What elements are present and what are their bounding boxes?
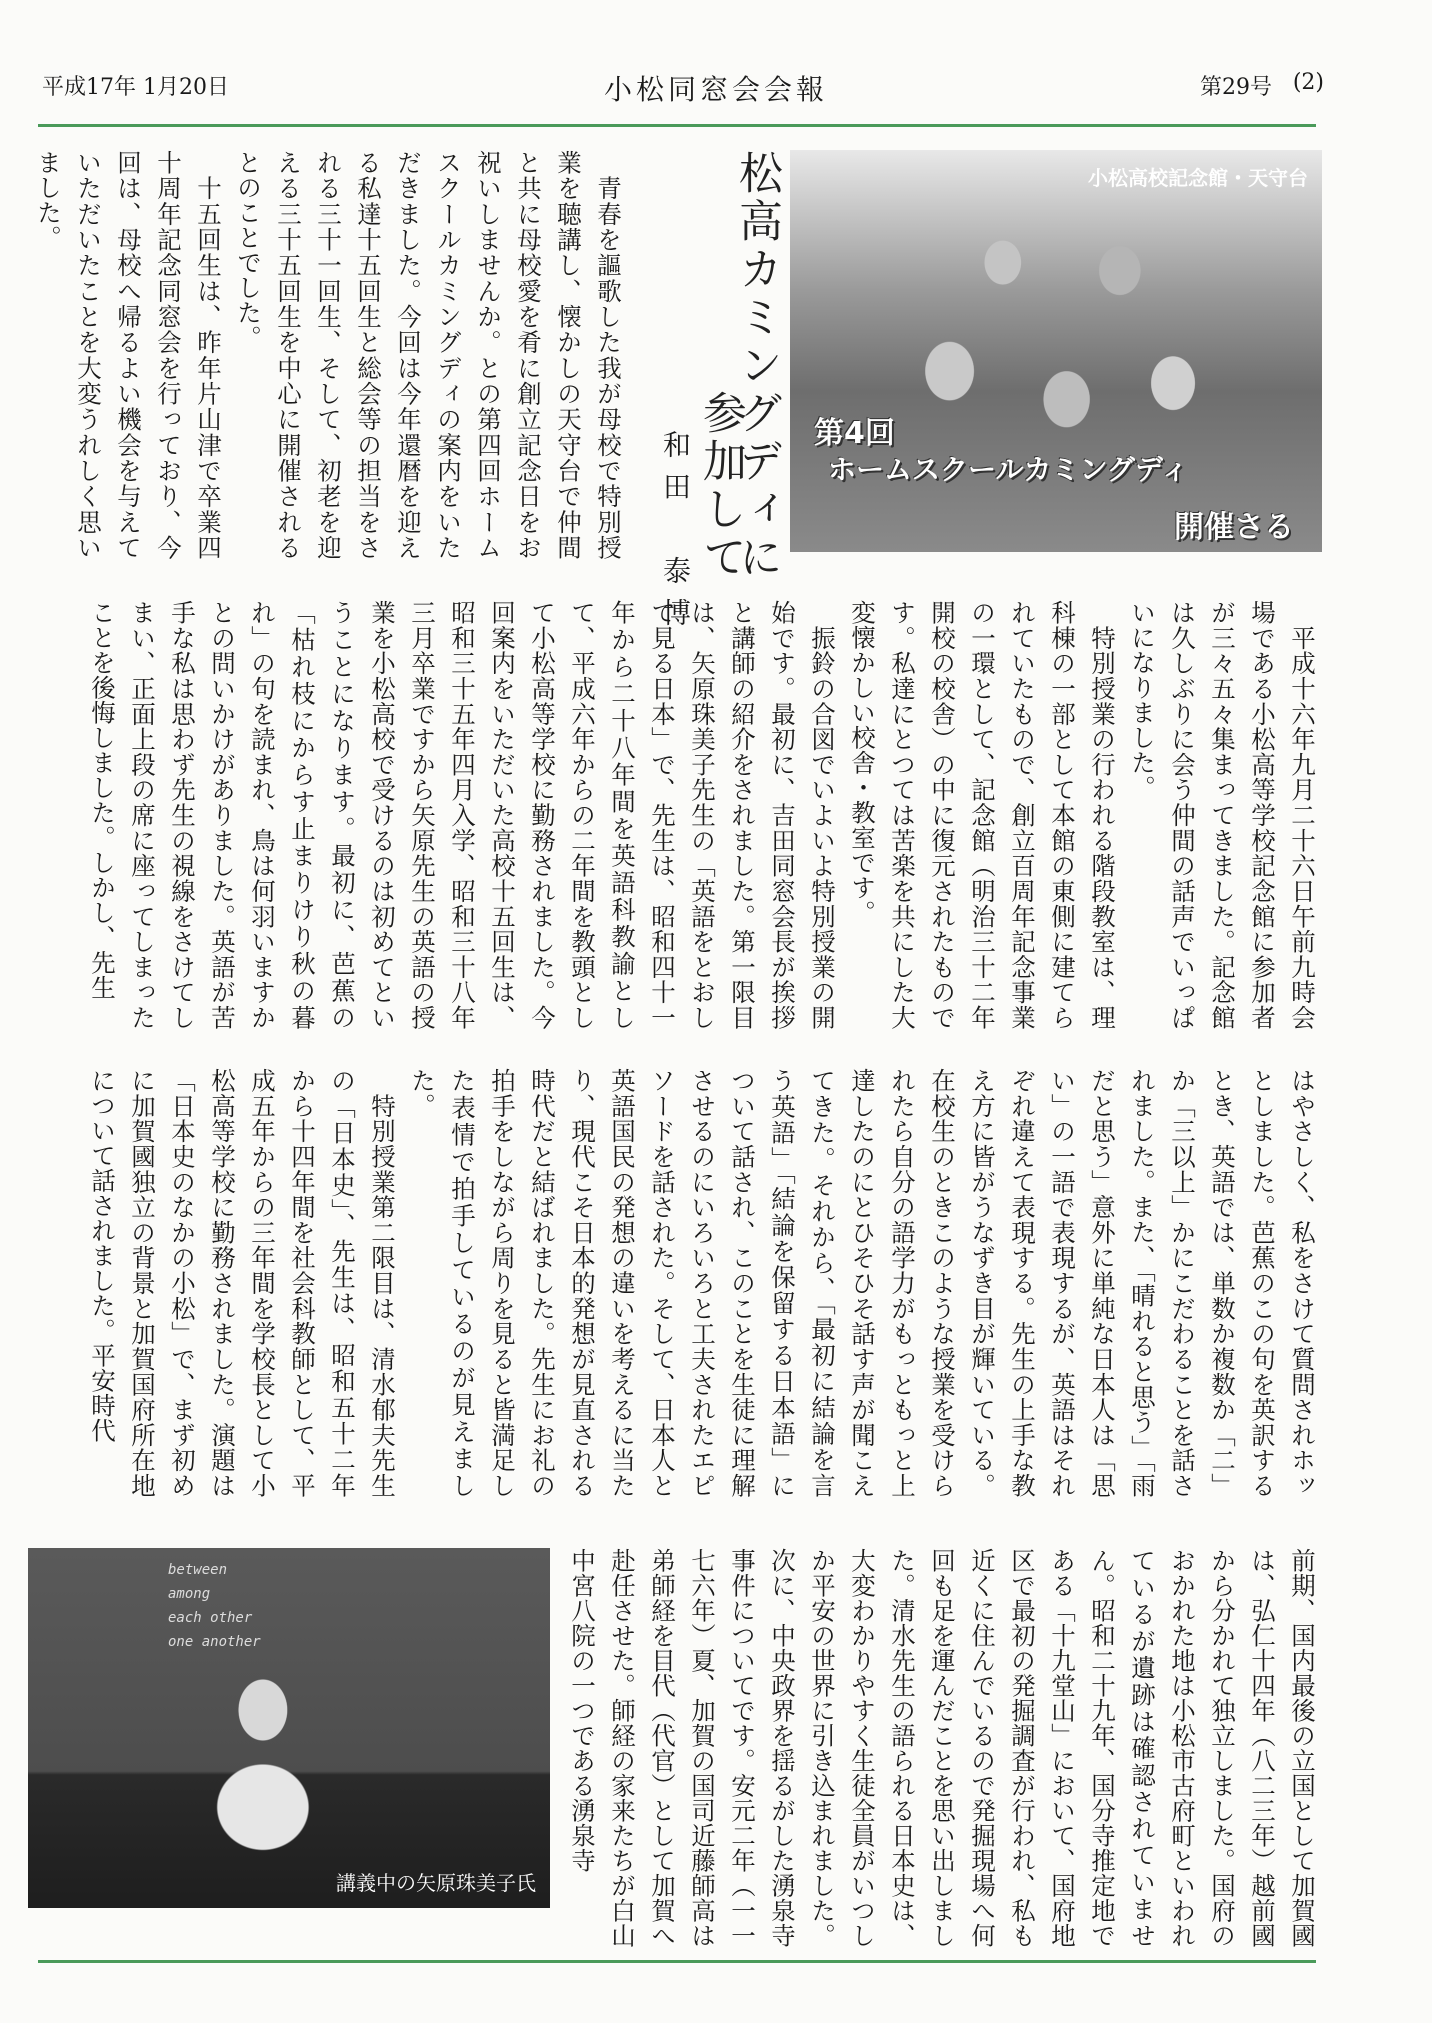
article-paragraph-2: 十五回生は、昨年片山津で卒業四十周年記念同窓会を行っており、今回は、母校へ帰るよい機会を与えていただいたことを大変うれしく思いました。: [34, 150, 223, 560]
photo-overlay-line3: 開催さる: [1174, 510, 1294, 545]
reunion-photo: [790, 150, 1322, 552]
article-author: 和田 泰博: [659, 430, 692, 640]
photo-overlay-line2: ホームスクールカミングディ: [828, 453, 1189, 486]
article-body-lower: はやさしく、私をさけて質問されホッとしました。芭蕉のこの句を英訳するとき、英語では、単数か複数か「二」か「三以上」かにこだわることを話されました。また、「晴れると思う」「雨だと思う」意外に単純な日本人は「思い」の一語で表現するが、英語はそれぞれ違えて表現する。先生の上手な教え方に皆がうなずき目が輝いている。在校生のときこのような授業を受けられたら自分の語学力がもっともっと上達したのにとひそひそ話す声が聞こえてきた。それから、「最初に結論を言う英語」「結論を保留する日本語」について話され、このことを生徒に理解させるのにいろいろと工夫されたエピソードを話された。そして、日本人と英語国民の発想の違いを考えるに当たり、現代こそ日本的発想が見直される時代だと結ばれました。先生にお礼の拍手をしながら周りを見ると皆満足した表情で拍手しているのが見えました。 特別授業第二限目は、清水郁夫先生の「日本史」、先生は、昭和五十二年から十四年間を社会科教師として、平成五年からの三年間を学校長として小松高等学校に勤務されました。演題は「日本史のなかの小松」で、まず初めに加賀國独立の背景と加賀国府所在地について話されました。平安時代: [88, 1068, 1317, 1499]
header-divider: [38, 124, 1316, 127]
article-body-middle: 平成十六年九月二十六日午前九時会場である小松高等学校記念館に参加者が三々五々集まってきました。記念館は久しぶりに会う仲間の話声でいっぱいになりました。 特別授業の行われる階段教室は、理科棟の一部として本館の東側に建てられていたもので、創立百周年記念事業の一環として、記念館（明治三十二年開校の校舎）の中に復元されたものです。私達にとつては苦楽を共にした大変懐かしい校舎・教室です。 振鈴の合図でいよいよ特別授業の開始です。最初に、吉田同窓会長が挨拶と講師の紹介をされました。第一限目は、矢原珠美子先生の「英語をとおして見る日本」で、先生は、昭和四十一年から二十八年間を英語科教諭として、平成六年からの二年間を教頭として小松高等学校に勤務されました。今回案内をいただいた高校十五回生は、昭和三十五年四月入学、昭和三十八年三月卒業ですから矢原先生の英語の授業を小松高校で受けるのは初めてということになります。最初に、芭蕉の「枯れ枝にからす止まりけり秋の暮れ」の句を読まれ、鳥は何羽いますかとの問いかけがありました。英語が苦手な私は思わず先生の視線をさけてしまい、正面上段の席に座ってしまったことを後悔しました。しかし、先生: [88, 600, 1317, 1030]
page-number: (2): [1292, 70, 1324, 95]
article-subtitle: 参加して: [695, 390, 746, 582]
issue-number: 第29号: [1200, 75, 1272, 100]
photo-caption: 小松高校記念館・天守台: [1088, 166, 1308, 190]
blackboard-writing: between among each other one another: [168, 1562, 261, 1650]
article-title: 松高カミングディに: [731, 150, 782, 582]
photo-overlay-line1: 第4回: [814, 416, 895, 451]
issue-date: 平成17年 1月20日: [42, 75, 229, 100]
lecture-photo-caption: 講義中の矢原珠美子氏: [336, 1871, 536, 1895]
article-body-bottom: 前期、国内最後の立国として加賀國は、弘仁十四年（八二三年）越前國から分かれて独立しました。国府のおかれた地は小松市古府町といわれているが遺跡は確認されていません。昭和二十九年、国分寺推定地である「十九堂山」において、国府地区で最初の発掘調査が行われ、私も近くに住んでいるので発掘現場へ何回も足を運んだことを思い出しました。清水先生の語られる日本史は、大変わかりやすく生徒全員がいつしか平安の世界に引き込まれました。次に、中央政界を揺るがした湧泉寺事件についてです。安元二年（一一七六年）夏、加賀の国司近藤師高は弟師経を目代（代官）として加賀へ赴任させた。師経の家来たちが白山中宮八院の一つである湧泉寺: [568, 1548, 1317, 1948]
article-intro-paragraph: 青春を謳歌した我が母校で特別授業を聴講し、懐かしの天守台で仲間と共に母校愛を肴に創立記念日をお祝いしませんか。との第四回ホームスクールカミングディの案内をいただきました。今回は今年還暦を迎える私達十五回生と総会等の担当をされる三十一回生、そして、初老を迎える三十五回生を中心に開催されるとのことでした。: [234, 150, 623, 560]
newsletter-title: 小松同窓会会報: [603, 73, 828, 106]
lecture-photo: [28, 1548, 550, 1908]
footer-divider: [38, 1960, 1316, 1963]
